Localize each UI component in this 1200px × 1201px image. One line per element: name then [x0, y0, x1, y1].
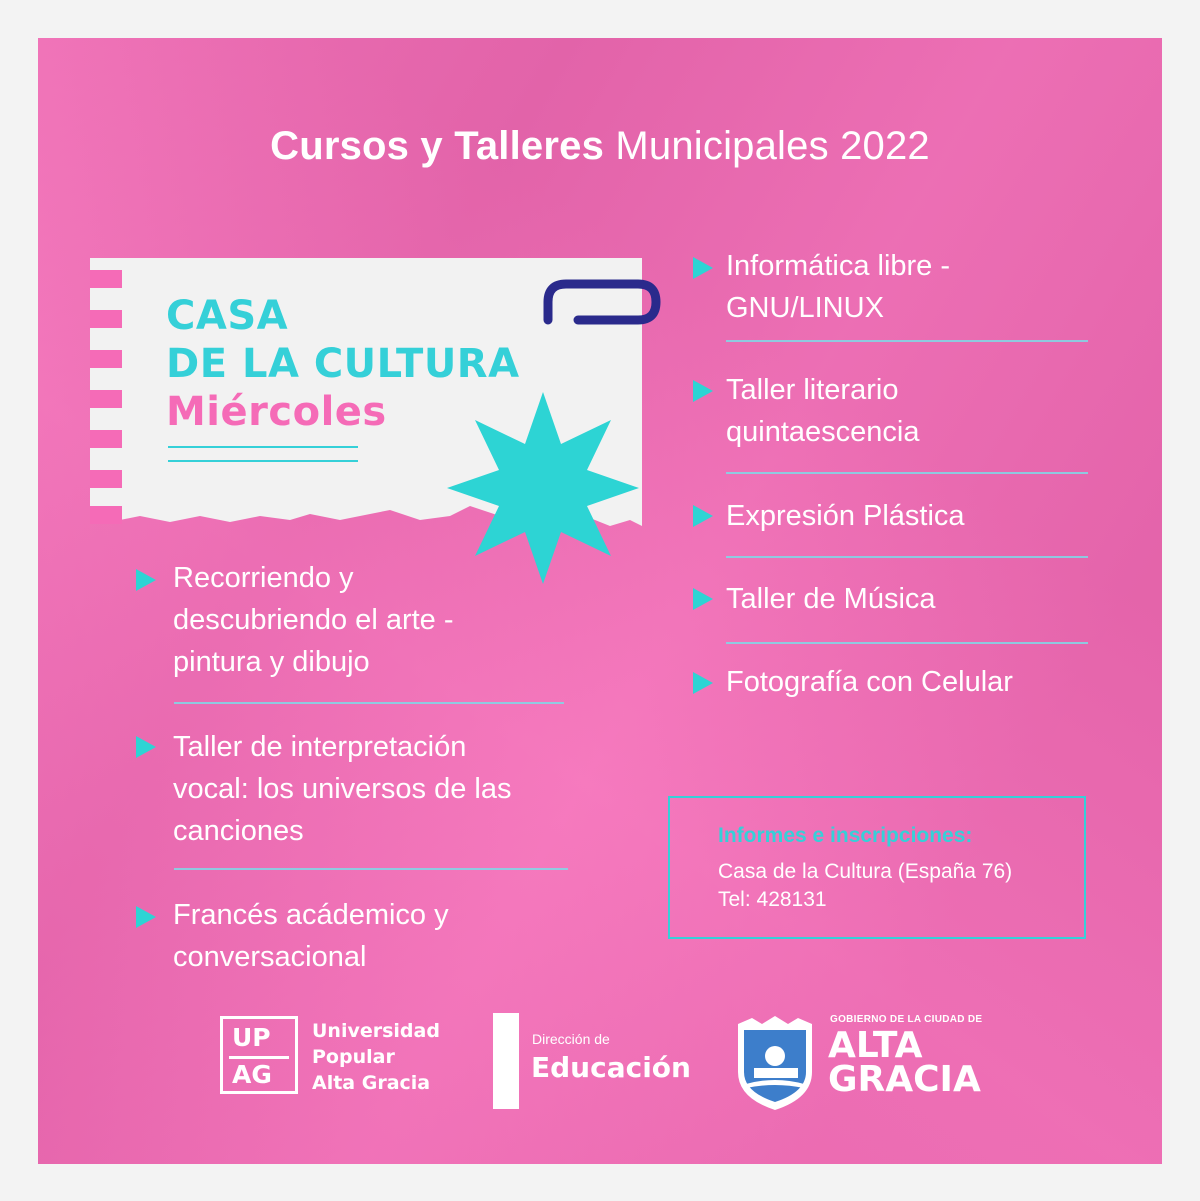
card-underline	[168, 460, 358, 462]
card-line3: Miércoles	[166, 389, 387, 435]
upag-divider	[229, 1056, 289, 1059]
star-icon	[443, 388, 643, 588]
info-address: Casa de la Cultura (España 76)	[718, 860, 1013, 883]
divider	[726, 472, 1088, 474]
alta-gracia-line1: ALTA	[828, 1025, 923, 1066]
divider	[726, 556, 1088, 558]
course-line: Francés acádemico y	[173, 899, 449, 931]
card-line2: DE LA CULTURA	[166, 341, 520, 387]
educacion-big: Educación	[531, 1051, 691, 1084]
course-line: canciones	[173, 815, 304, 847]
bullet-arrow-icon	[693, 257, 713, 279]
upag-text: Alta Gracia	[312, 1072, 431, 1094]
bullet-arrow-icon	[136, 569, 156, 591]
course-item	[726, 245, 950, 329]
course-item	[173, 894, 449, 978]
alta-gracia-subtitle: GOBIERNO DE LA CIUDAD DE	[830, 1014, 983, 1025]
poster-background	[38, 38, 1162, 1164]
alta-gracia-line2: GRACIA	[828, 1059, 981, 1100]
course-item	[173, 726, 512, 852]
divider	[174, 702, 564, 704]
educacion-bar	[493, 1013, 519, 1109]
info-title: Informes e inscripciones:	[718, 824, 973, 847]
course-line: Informática libre -	[726, 250, 951, 282]
bullet-arrow-icon	[136, 736, 156, 758]
upag-letters: UP	[232, 1023, 271, 1052]
page-title	[38, 124, 1162, 169]
title-light: Municipales 2022	[615, 124, 930, 168]
spiral-hole	[90, 310, 122, 328]
info-box	[668, 796, 1086, 939]
spiral-hole	[90, 506, 122, 524]
course-item	[173, 557, 454, 683]
card-underline	[168, 446, 358, 448]
course-item	[726, 578, 936, 620]
course-line: GNU/LINUX	[726, 292, 884, 324]
spiral-hole	[90, 350, 122, 368]
spiral-hole	[90, 470, 122, 488]
bullet-arrow-icon	[693, 380, 713, 402]
bullet-arrow-icon	[693, 588, 713, 610]
course-item	[726, 369, 919, 453]
spiral-hole	[90, 270, 122, 288]
card-line1: CASA	[166, 293, 289, 339]
course-line: Taller de interpretación	[173, 731, 467, 763]
course-line: quintaescencia	[726, 416, 920, 448]
course-item	[726, 495, 965, 537]
upag-letters: AG	[232, 1060, 272, 1089]
course-line: Taller literario	[726, 374, 899, 406]
course-line: descubriendo el arte -	[173, 604, 454, 636]
course-line: Expresión Plástica	[726, 500, 965, 532]
course-line: Taller de Música	[726, 583, 936, 615]
paperclip-icon	[538, 276, 668, 328]
bullet-arrow-icon	[693, 672, 713, 694]
upag-text: Popular	[312, 1046, 395, 1068]
divider	[726, 340, 1088, 342]
course-line: conversacional	[173, 941, 367, 973]
educacion-small: Dirección de	[532, 1031, 610, 1047]
alta-gracia-shield-icon	[732, 1012, 818, 1112]
divider	[174, 868, 568, 870]
course-line: Fotografía con Celular	[726, 666, 1013, 698]
course-line: vocal: los universos de las	[173, 773, 512, 805]
spiral-hole	[90, 430, 122, 448]
title-bold: Cursos y Talleres	[270, 124, 605, 168]
upag-text: Universidad	[312, 1020, 440, 1042]
course-line: Recorriendo y	[173, 562, 354, 594]
bullet-arrow-icon	[693, 505, 713, 527]
divider	[726, 642, 1088, 644]
course-item	[726, 661, 1013, 703]
course-line: pintura y dibujo	[173, 646, 370, 678]
bullet-arrow-icon	[136, 906, 156, 928]
spiral-hole	[90, 390, 122, 408]
info-phone: Tel: 428131	[718, 888, 827, 911]
upag-logo	[220, 1016, 298, 1094]
